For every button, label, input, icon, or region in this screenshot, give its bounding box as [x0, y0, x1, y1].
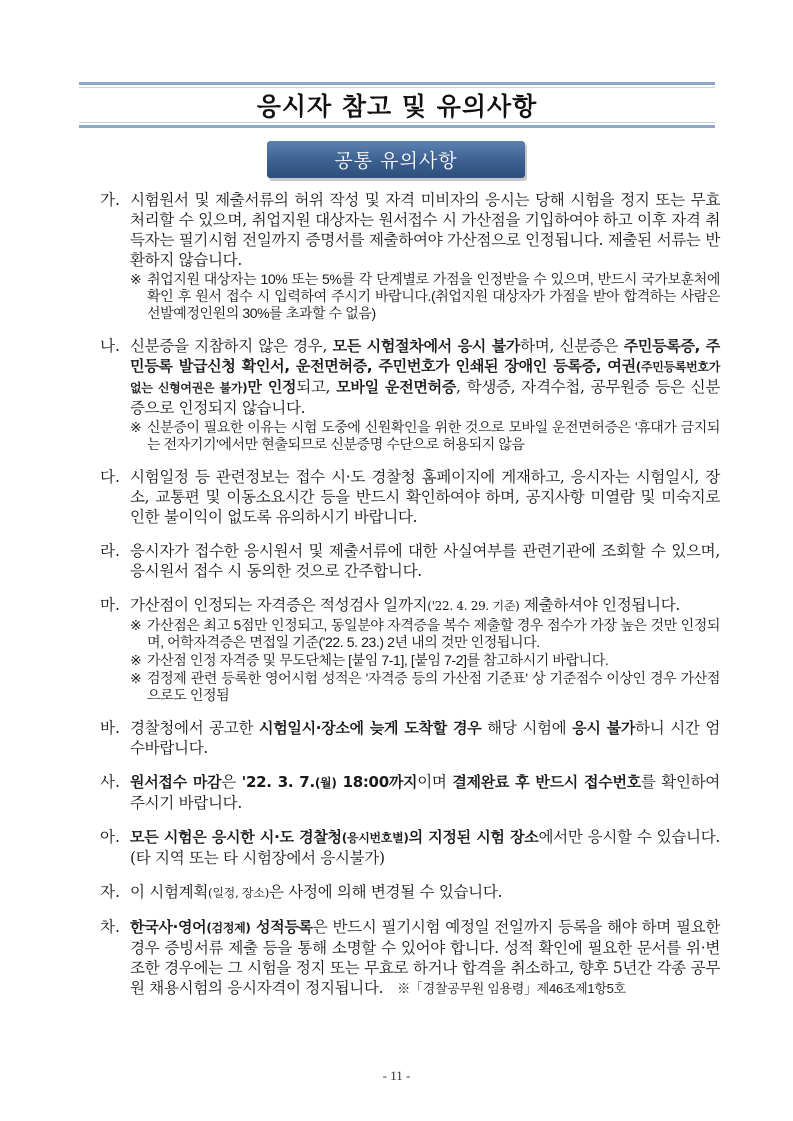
- item-marker: 사.: [100, 773, 120, 791]
- item-text: 응시자가 접수한 응시원서 및 제출서류에 대한 사실여부를 관련기관에 조회할 수 있으며, 응시원서 접수 시 동의한 것으로 간주합니다.: [130, 542, 720, 580]
- text-run: 은: [221, 773, 242, 791]
- note-text: 취업지원 대상자는 10% 또는 5%를 각 단계별로 가점을 인정받을 수 있으며, 반드시 국가보훈처에 확인 후 원서 접수 시 입력하여 주시기 바랍니다.(취업지원 대상자가 가점을 받아 합격하는 사람은 선발예정인원의 30%를 초과할 수 없음): [147, 271, 720, 321]
- item-marker: 다.: [100, 468, 120, 486]
- note-text: 가산점은 최고 5점만 인정되고, 동일분야 자격증을 복수 제출할 경우 점수가 가장 높은 것만 인정되며, 어학자격증은 면접일 기준('22. 5. 23.) 2년 내의 것만 인정됩니다.: [147, 617, 720, 650]
- bold-text: 성적등록: [250, 918, 313, 936]
- notice-item-cha: [100, 917, 720, 999]
- text-run: 신분증을 지참하지 않은 경우,: [130, 337, 333, 355]
- item-note: [130, 670, 720, 704]
- title-bar: [79, 82, 715, 128]
- bold-run: [130, 828, 538, 846]
- section-badge: [267, 141, 525, 178]
- notice-item-ja: [100, 882, 720, 903]
- text-run: 하니 시간 엄수바랍니다.: [130, 719, 721, 757]
- text-run: 하며, 신분증은: [520, 337, 624, 355]
- text-run: 를 확인하여 주시기 바랍니다.: [130, 773, 720, 812]
- text-run: 경찰청에서 공고한: [130, 719, 259, 737]
- bold-run: [242, 773, 418, 791]
- item-marker: 나.: [100, 337, 120, 355]
- bold-text: 만 인정: [247, 378, 297, 396]
- text-run: 가산점이 인정되는 자격증은 적성검사 일까지: [130, 596, 428, 614]
- law-reference: ※「경찰공무원 임용령」제46조제1항5호: [397, 981, 626, 996]
- item-text: [130, 595, 720, 616]
- note-mark: ※: [130, 419, 142, 435]
- item-text: [130, 718, 720, 758]
- note-mark: ※: [130, 271, 142, 287]
- bold-text: 주민등록증, 주민등록 발급신청 확인서, 운전면허증, 주민번호가 인쇄된 장애인 등록증, 여권: [130, 337, 720, 375]
- text-run: 이며: [417, 773, 453, 791]
- item-text: [130, 336, 720, 418]
- item-marker: 자.: [100, 883, 120, 901]
- note-mark: ※: [130, 652, 142, 668]
- item-text: [130, 827, 720, 868]
- note-text: 검정제 관련 등록한 영어시험 성적은 '자격증 등의 가산점 기준표' 상 기준점수 이상인 경우 가산점으로도 인정됨: [147, 670, 720, 703]
- text-run: 되고,: [296, 378, 337, 396]
- notice-list: [100, 190, 720, 1013]
- bold-small-text: (검정제): [206, 921, 251, 935]
- text-run: 에서만 응시할 수 있습니다.(타 지역 또는 타 시험장에서 응시불가): [130, 828, 720, 867]
- item-note: [130, 617, 720, 651]
- notice-item-ba: [100, 718, 720, 758]
- item-text: [130, 772, 720, 813]
- small-text-run: (일정, 장소): [208, 886, 269, 900]
- text-run: 해당 시험에: [481, 719, 573, 737]
- bold-small-text: (월): [314, 776, 337, 790]
- bold-run: 모든 시험절차에서 응시 불가: [332, 337, 521, 355]
- notice-item-ga: [100, 190, 720, 322]
- bold-run: [130, 918, 313, 936]
- note-mark: ※: [130, 670, 142, 686]
- bold-text: 한국사·영어: [130, 918, 207, 936]
- bold-small-text: (응시번호별): [341, 831, 409, 845]
- item-text: [130, 882, 720, 903]
- item-text: [130, 917, 720, 999]
- notice-item-ra: [100, 541, 720, 581]
- bold-text: '22. 3. 7.: [241, 773, 315, 791]
- page-title: 응시자 참고 및 유의사항: [256, 92, 538, 121]
- bold-text: 의 지정된 시험 장소: [408, 828, 539, 846]
- item-marker: 라.: [100, 542, 120, 560]
- page-number: - 11 -: [382, 1068, 411, 1083]
- bold-small-text: (주민등록번호가 없는 신형여권은 불가): [130, 360, 720, 395]
- notice-item-sa: [100, 772, 720, 813]
- item-marker: 아.: [100, 828, 120, 846]
- bold-text: 18:00까지: [336, 773, 418, 791]
- item-marker: 바.: [100, 719, 120, 737]
- item-text: 시험원서 및 제출서류의 허위 작성 및 자격 미비자의 응시는 당해 시험을 정지 또는 무효 처리할 수 있으며, 취업지원 대상자는 원서접수 시 가산점을 기입하여야 하고 이후 자격 취득자는 필기시험 전일까지 증명서를 제출하여야 가산점으로 인정됩니다. 제출된 서류는 반환하지 않습니다.: [130, 191, 720, 269]
- item-marker: 가.: [100, 191, 120, 209]
- item-note: [130, 419, 720, 453]
- bold-run: 응시 불가: [572, 719, 636, 737]
- section-badge-label: 공통 유의사항: [334, 150, 458, 172]
- item-marker: 차.: [100, 918, 120, 936]
- item-marker: 마.: [100, 596, 120, 614]
- small-text-run: ('22. 4. 29. 기준): [427, 599, 520, 613]
- note-text: 신분증이 필요한 이유는 시험 도중에 신원확인을 위한 것으로 모바일 운전면허증은 '휴대가 금지되는 전자기기'에서만 현출되므로 신분증명 수단으로 허용되지 않음: [147, 419, 720, 452]
- notice-item-a: [100, 827, 720, 868]
- bold-run: 시험일시·장소에 늦게 도착할 경우: [259, 719, 482, 737]
- text-run: 이 시험계획: [130, 883, 208, 901]
- text-run: 은 반드시 필기시험 예정일 전일까지 등록을 해야 하며 필요한 경우 증빙서류 제출 등을 통해 소명할 수 있어야 합니다. 성적 확인에 필요한 문서를 위·변조한 경우에는 그 시험을 정지 또는 무효로 하거나 합격을 취소하고, 향후 5년간 각종 공무원 채용시험의 응시자격이 정지됩니다.: [130, 918, 721, 997]
- item-text: 시험일정 등 관련정보는 접수 시·도 경찰청 홈페이지에 게재하고, 응시자는 시험일시, 장소, 교통편 및 이동소요시간 등을 반드시 확인하여야 하며, 공지사항 미열람 및 미숙지로 인한 불이익이 없도록 유의하시기 바랍니다.: [130, 468, 720, 526]
- bold-run: 모바일 운전면허증: [336, 378, 457, 396]
- text-run: 제출하셔야 인정됩니다.: [519, 596, 681, 614]
- item-note: [130, 271, 720, 322]
- notice-item-na: [100, 336, 720, 453]
- bold-run: 결제완료 후 반드시 접수번호: [452, 773, 641, 791]
- bold-text: 모든 시험은 응시한 시·도 경찰청: [130, 828, 342, 846]
- note-mark: ※: [130, 617, 142, 633]
- notice-item-da: [100, 467, 720, 527]
- text-run: , 학생증, 자격수첩, 공무원증 등은 신분증으로 인정되지 않습니다.: [130, 378, 720, 417]
- text-run: 은 사정에 의해 변경될 수 있습니다.: [268, 883, 503, 901]
- bold-run: 원서접수 마감: [130, 773, 222, 791]
- note-text: 가산점 인정 자격증 및 무도단체는 [붙임 7-1], [붙임 7-2]를 참고하시기 바랍니다.: [147, 652, 609, 668]
- notice-item-ma: [100, 595, 720, 704]
- item-note: [130, 652, 720, 669]
